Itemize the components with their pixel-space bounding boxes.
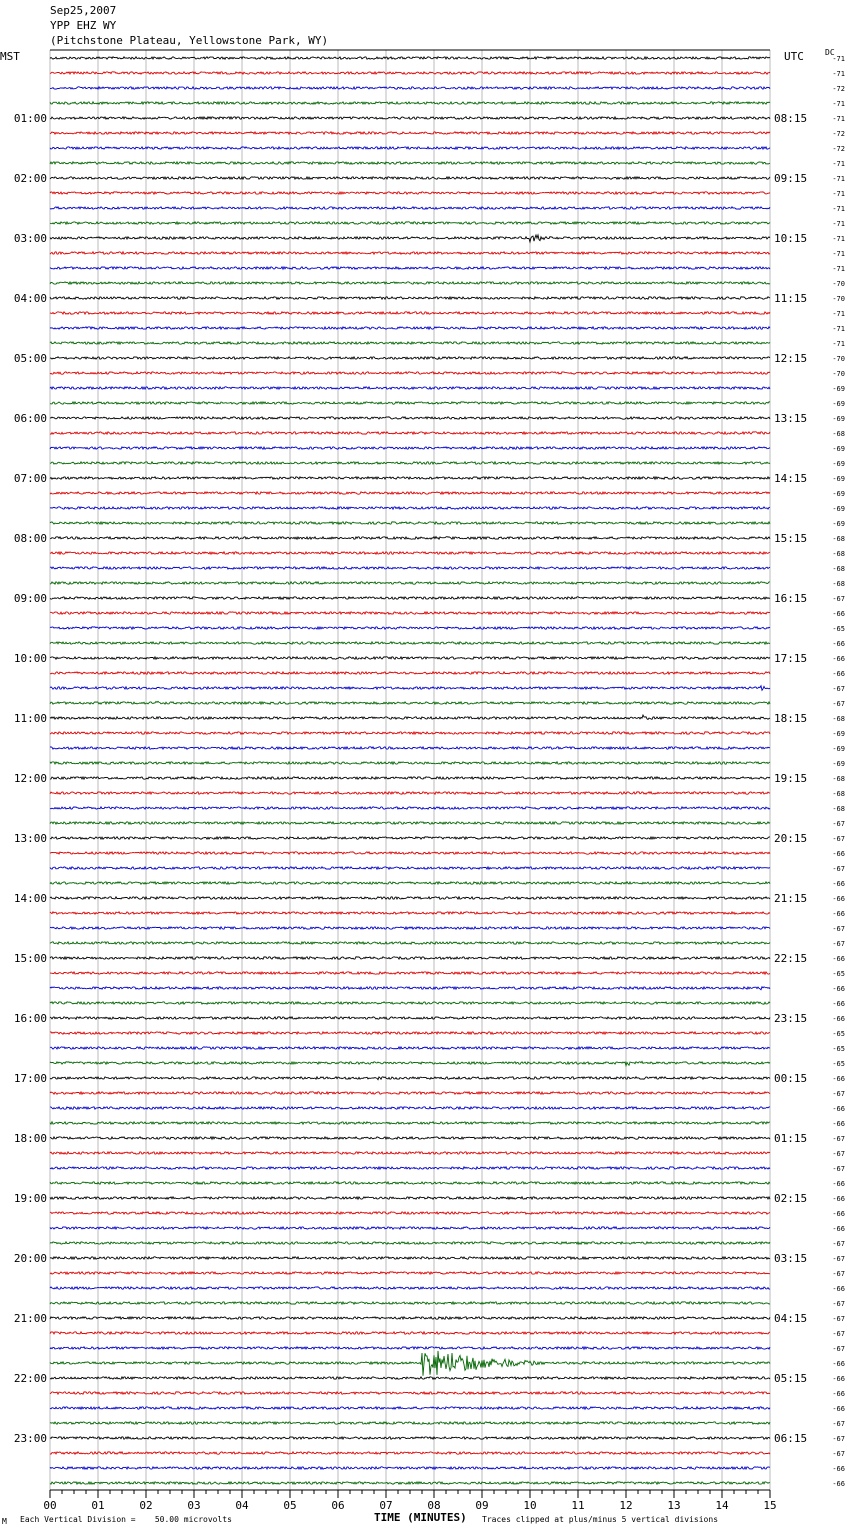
dc-offset-value: -71 [832, 175, 845, 183]
dc-offset-value: -66 [832, 850, 845, 858]
trace-line [50, 312, 770, 314]
dc-offset-value: -71 [832, 55, 845, 63]
trace-line [50, 837, 770, 839]
dc-offset-value: -67 [832, 940, 845, 948]
x-tick-label: 15 [763, 1499, 777, 1512]
dc-offset-value: -66 [832, 1390, 845, 1398]
dc-offset-value: -67 [832, 595, 845, 603]
trace-line [50, 1467, 770, 1469]
trace-line [50, 701, 770, 704]
trace-line [50, 1212, 770, 1214]
trace-line [50, 1437, 770, 1439]
trace-line [50, 912, 770, 914]
dc-offset-value: -66 [832, 1360, 845, 1368]
trace-line [50, 1407, 770, 1409]
dc-offset-value: -71 [832, 190, 845, 198]
x-tick-label: 14 [715, 1499, 729, 1512]
corner-mark: M [2, 1517, 7, 1526]
trace-line [50, 1351, 770, 1376]
trace-line [50, 1017, 770, 1019]
time-axis [43, 1490, 776, 1512]
trace-line [50, 87, 770, 89]
x-tick-label: 03 [187, 1499, 201, 1512]
dc-offset-value: -67 [832, 1270, 845, 1278]
trace-line [50, 235, 770, 242]
x-tick-label: 11 [571, 1499, 585, 1512]
trace-line [50, 342, 770, 344]
trace-line [50, 1182, 770, 1184]
x-tick-label: 09 [475, 1499, 489, 1512]
trace-line [50, 627, 770, 629]
dc-offset-value: -71 [832, 325, 845, 333]
trace-line [50, 387, 770, 389]
dc-offset-value: -67 [832, 1150, 845, 1158]
trace-line [50, 1347, 770, 1349]
dc-offset-value: -68 [832, 535, 845, 543]
dc-offset-header: DC [825, 48, 835, 57]
dc-offset-value: -69 [832, 385, 845, 393]
dc-offset-value: -66 [832, 1375, 845, 1383]
right-hour-label: 17:15 [774, 652, 808, 665]
trace-line [50, 1332, 770, 1334]
left-hour-label: 15:00 [13, 952, 47, 965]
dc-offset-value: -66 [832, 1225, 845, 1233]
plot-date: Sep25,2007 [50, 4, 117, 17]
dc-offset-value: -71 [832, 235, 845, 243]
trace-line [50, 207, 770, 209]
left-hour-label: 06:00 [13, 412, 47, 425]
trace-line [50, 672, 770, 674]
trace-line [50, 777, 770, 779]
x-tick-label: 10 [523, 1499, 537, 1512]
dc-offset-value: -66 [832, 1405, 845, 1413]
dc-offset-value: -67 [832, 1450, 845, 1458]
trace-line [50, 1167, 770, 1169]
trace-line [50, 582, 770, 584]
left-hour-label: 04:00 [13, 292, 47, 305]
trace-line [50, 1047, 770, 1049]
right-hour-label: 02:15 [774, 1192, 808, 1205]
dc-offset-value: -66 [832, 1075, 845, 1083]
right-hour-label: 13:15 [774, 412, 808, 425]
dc-offset-value: -66 [832, 1195, 845, 1203]
dc-offset-value: -66 [832, 1285, 845, 1293]
right-timezone-label: UTC [784, 50, 804, 63]
dc-offset-value: -69 [832, 400, 845, 408]
dc-offset-value: -68 [832, 775, 845, 783]
dc-offset-value: -65 [832, 1030, 845, 1038]
trace-line [50, 715, 770, 720]
trace-line [50, 942, 770, 944]
trace-line [50, 252, 770, 254]
left-hour-label: 17:00 [13, 1072, 47, 1085]
dc-offset-value: -70 [832, 295, 845, 303]
scale-note: Each Vertical Division = 50.00 microvolts [20, 1515, 232, 1524]
dc-offset-value: -67 [832, 1165, 845, 1173]
trace-line [50, 1061, 770, 1065]
dc-offset-value: -67 [832, 1330, 845, 1338]
dc-offset-value: -66 [832, 985, 845, 993]
dc-offset-value: -69 [832, 520, 845, 528]
dc-offset-value: -67 [832, 1240, 845, 1248]
trace-line [50, 132, 770, 134]
trace-line [50, 1317, 770, 1319]
x-tick-label: 04 [235, 1499, 249, 1512]
dc-offset-value: -67 [832, 1315, 845, 1323]
trace-line [50, 597, 770, 599]
trace-line [50, 567, 770, 569]
trace-line [50, 147, 770, 149]
right-hour-label: 00:15 [774, 1072, 808, 1085]
dc-offset-value: -71 [832, 340, 845, 348]
right-hour-label: 21:15 [774, 892, 808, 905]
trace-line [50, 297, 770, 299]
dc-offset-value: -67 [832, 1300, 845, 1308]
left-hour-label: 03:00 [13, 232, 47, 245]
dc-offset-value: -71 [832, 220, 845, 228]
trace-line [50, 102, 770, 104]
right-hour-label: 08:15 [774, 112, 808, 125]
dc-offset-value: -71 [832, 205, 845, 213]
dc-offset-value: -71 [832, 250, 845, 258]
x-axis-title: TIME (MINUTES) [374, 1511, 467, 1524]
dc-offset-value: -69 [832, 415, 845, 423]
trace-line [50, 852, 770, 854]
dc-offset-value: -67 [832, 1090, 845, 1098]
trace-line [50, 1122, 770, 1124]
dc-offset-value: -68 [832, 565, 845, 573]
dc-offset-value: -69 [832, 445, 845, 453]
left-hour-label: 05:00 [13, 352, 47, 365]
dc-offset-value: -67 [832, 925, 845, 933]
trace-line [50, 417, 770, 419]
left-hour-label: 20:00 [13, 1252, 47, 1265]
dc-offset-value: -66 [832, 610, 845, 618]
trace-line [50, 1137, 770, 1139]
dc-offset-value: -66 [832, 1120, 845, 1128]
right-hour-label: 22:15 [774, 952, 808, 965]
right-hour-label: 05:15 [774, 1372, 808, 1385]
dc-offset-value: -66 [832, 1000, 845, 1008]
trace-line [50, 507, 770, 509]
dc-offset-value: -66 [832, 640, 845, 648]
left-hour-label: 23:00 [13, 1432, 47, 1445]
trace-line [50, 1152, 770, 1154]
left-hour-label: 01:00 [13, 112, 47, 125]
dc-offset-value: -70 [832, 355, 845, 363]
dc-offset-value: -68 [832, 580, 845, 588]
right-hour-label: 03:15 [774, 1252, 808, 1265]
trace-line [50, 657, 770, 659]
trace-line [50, 1257, 770, 1259]
station-code: YPP EHZ WY [50, 19, 117, 32]
trace-line [50, 807, 770, 809]
dc-offset-labels [832, 55, 845, 1488]
right-hour-label: 01:15 [774, 1132, 808, 1145]
trace-line [50, 327, 770, 329]
trace-line [50, 1377, 770, 1379]
trace-line [50, 957, 770, 959]
trace-line [50, 117, 770, 119]
trace-line [50, 792, 770, 794]
trace-line [50, 447, 770, 449]
left-hour-label: 18:00 [13, 1132, 47, 1145]
trace-line [50, 192, 770, 194]
trace-line [50, 537, 770, 540]
dc-offset-value: -70 [832, 370, 845, 378]
dc-offset-value: -71 [832, 115, 845, 123]
x-tick-label: 05 [283, 1499, 297, 1512]
dc-offset-value: -69 [832, 505, 845, 513]
dc-offset-value: -66 [832, 1105, 845, 1113]
trace-line [50, 972, 770, 974]
right-hour-label: 06:15 [774, 1432, 808, 1445]
trace-line [50, 897, 770, 899]
trace-line [50, 552, 770, 554]
right-hour-label: 16:15 [774, 592, 808, 605]
dc-offset-value: -72 [832, 85, 845, 93]
trace-line [50, 222, 770, 224]
left-hour-label: 12:00 [13, 772, 47, 785]
x-tick-label: 07 [379, 1499, 393, 1512]
dc-offset-value: -71 [832, 70, 845, 78]
right-hour-label: 18:15 [774, 712, 808, 725]
left-hour-label: 16:00 [13, 1012, 47, 1025]
trace-line [50, 987, 770, 990]
left-hour-label: 13:00 [13, 832, 47, 845]
clip-note: Traces clipped at plus/minus 5 vertical divisions [482, 1515, 719, 1524]
trace-line [50, 57, 770, 59]
dc-offset-value: -67 [832, 1345, 845, 1353]
dc-offset-value: -67 [832, 835, 845, 843]
dc-offset-value: -67 [832, 1255, 845, 1263]
dc-offset-value: -69 [832, 475, 845, 483]
trace-line [50, 686, 770, 691]
dc-offset-value: -66 [832, 955, 845, 963]
dc-offset-value: -69 [832, 490, 845, 498]
dc-offset-value: -70 [832, 280, 845, 288]
x-tick-label: 13 [667, 1499, 681, 1512]
right-hour-label: 23:15 [774, 1012, 808, 1025]
trace-line [50, 462, 770, 464]
x-tick-label: 02 [139, 1499, 153, 1512]
right-hour-label: 20:15 [774, 832, 808, 845]
trace-line [50, 1227, 770, 1229]
station-location: (Pitchstone Plateau, Yellowstone Park, WY) [50, 34, 329, 47]
trace-line [50, 492, 770, 494]
dc-offset-value: -66 [832, 1015, 845, 1023]
dc-offset-value: -66 [832, 895, 845, 903]
trace-line [50, 1242, 770, 1244]
left-hour-label: 09:00 [13, 592, 47, 605]
dc-offset-value: -67 [832, 865, 845, 873]
trace-line [50, 1197, 770, 1199]
right-hour-label: 09:15 [774, 172, 808, 185]
dc-offset-value: -68 [832, 550, 845, 558]
trace-line [50, 357, 770, 359]
dc-offset-value: -67 [832, 685, 845, 693]
x-tick-label: 06 [331, 1499, 345, 1512]
trace-line [50, 762, 770, 764]
dc-offset-value: -69 [832, 760, 845, 768]
dc-offset-value: -65 [832, 1045, 845, 1053]
trace-line [50, 1422, 770, 1424]
right-hour-label: 11:15 [774, 292, 808, 305]
dc-offset-value: -72 [832, 145, 845, 153]
dc-offset-value: -67 [832, 820, 845, 828]
trace-line [50, 372, 770, 374]
dc-offset-value: -71 [832, 265, 845, 273]
trace-line [50, 1482, 770, 1484]
trace-line [50, 1392, 770, 1394]
dc-offset-value: -68 [832, 430, 845, 438]
trace-line [50, 732, 770, 734]
dc-offset-value: -66 [832, 1465, 845, 1473]
dc-offset-value: -66 [832, 670, 845, 678]
dc-offset-value: -66 [832, 880, 845, 888]
trace-line [50, 1077, 770, 1080]
dc-offset-value: -71 [832, 160, 845, 168]
dc-offset-value: -71 [832, 100, 845, 108]
left-hour-label: 07:00 [13, 472, 47, 485]
trace-line [50, 267, 770, 269]
left-hour-label: 08:00 [13, 532, 47, 545]
trace-line [50, 1452, 770, 1454]
trace-line [50, 867, 770, 869]
right-hour-label: 19:15 [774, 772, 808, 785]
trace-line [50, 1302, 770, 1304]
trace-line [50, 747, 770, 749]
dc-offset-value: -71 [832, 310, 845, 318]
trace-line [50, 162, 770, 164]
dc-offset-value: -67 [832, 1135, 845, 1143]
dc-offset-value: -68 [832, 715, 845, 723]
right-hour-label: 14:15 [774, 472, 808, 485]
trace-line [50, 927, 770, 929]
trace-line [50, 177, 770, 179]
dc-offset-value: -69 [832, 730, 845, 738]
trace-line [50, 432, 770, 434]
trace-line [50, 1092, 770, 1094]
left-hour-label: 22:00 [13, 1372, 47, 1385]
left-hour-label: 02:00 [13, 172, 47, 185]
trace-line [50, 882, 770, 884]
dc-offset-value: -67 [832, 1420, 845, 1428]
x-tick-label: 12 [619, 1499, 633, 1512]
dc-offset-value: -69 [832, 745, 845, 753]
trace-lines [50, 57, 770, 1484]
left-hour-label: 10:00 [13, 652, 47, 665]
x-tick-label: 01 [91, 1499, 105, 1512]
x-tick-label: 00 [43, 1499, 57, 1512]
trace-line [50, 1002, 770, 1004]
dc-offset-value: -66 [832, 1480, 845, 1488]
dc-offset-value: -68 [832, 790, 845, 798]
right-hour-label: 10:15 [774, 232, 808, 245]
dc-offset-value: -65 [832, 1060, 845, 1068]
dc-offset-value: -67 [832, 1435, 845, 1443]
right-hour-label: 04:15 [774, 1312, 808, 1325]
dc-offset-value: -65 [832, 970, 845, 978]
left-timezone-label: MST [0, 50, 20, 63]
dc-offset-value: -66 [832, 655, 845, 663]
trace-line [50, 1287, 770, 1289]
left-hour-label: 11:00 [13, 712, 47, 725]
dc-offset-value: -66 [832, 1180, 845, 1188]
dc-offset-value: -66 [832, 1210, 845, 1218]
dc-offset-value: -65 [832, 625, 845, 633]
trace-line [50, 72, 770, 74]
right-hour-label: 15:15 [774, 532, 808, 545]
dc-offset-value: -69 [832, 460, 845, 468]
trace-line [50, 522, 770, 524]
left-hour-label: 19:00 [13, 1192, 47, 1205]
right-hour-label: 12:15 [774, 352, 808, 365]
trace-line [50, 1107, 770, 1109]
dc-offset-value: -72 [832, 130, 845, 138]
trace-line [50, 402, 770, 404]
trace-line [50, 1272, 770, 1274]
trace-line [50, 282, 770, 284]
trace-line [50, 477, 770, 479]
trace-line [50, 1032, 770, 1034]
trace-line [50, 642, 770, 644]
dc-offset-value: -67 [832, 700, 845, 708]
dc-offset-value: -68 [832, 805, 845, 813]
x-tick-label: 08 [427, 1499, 441, 1512]
trace-line [50, 612, 770, 614]
left-hour-label: 21:00 [13, 1312, 47, 1325]
dc-offset-value: -66 [832, 910, 845, 918]
left-hour-label: 14:00 [13, 892, 47, 905]
trace-line [50, 822, 770, 824]
